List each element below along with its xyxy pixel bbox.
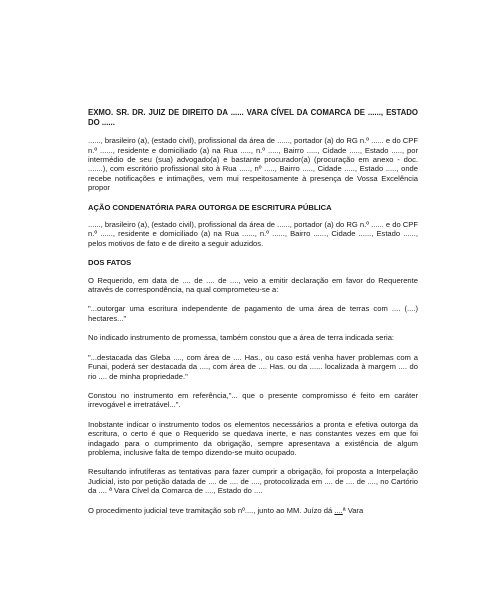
facts-paragraph-4: Inobstante indicar o instrumento todos os elementos necessários a pronta e efetiva outorga da escritura, o certo é que o Requerido se quedava inerte, e nas constantes vezes em que foi indagado para o cumprimento da obrigação, sempre apresentava a existência de algum problema, inclusive falta de tempo dizendo-se muito ocupado. [88,419,418,457]
facts-paragraph-2: No indicado instrumento de promessa, também constou que a área de terra indicada seria: [88,333,395,343]
facts-paragraph-6-end: ª Vara [342,505,364,515]
document-page [88,108,418,525]
quote-1: "...outorgar uma escritura independente de pagamento de uma área de terras com .... (....) hectares..." [88,304,418,323]
plaintiff-qualification: ......, brasileiro (a), (estado civil), profissional da área de ......, portador (a) do RG n.º ...... e do CPF n.º ......, residente e domiciliado (a) na Rua ....., n.º ....., Bairro ....., Cidade ....., Estado ....., por intermédio de seu (sua) advogado(a) e bastante procurador(a) (procuração em anexo - doc. .......), com escritório profissional sito à Rua ....., nº ....., Bairro ....., Cidade ....., Estado ....., onde recebe notificações e intimações, vem mui respeitosamente à presença de Vossa Excelência propor [88,136,418,193]
vara-number-link: .... [334,505,343,515]
court-heading: EXMO. SR. DR. JUIZ DE DIREITO DA ...... VARA CÍVEL DA COMARCA DE ......, ESTADO DO ...... [88,108,418,127]
facts-paragraph-6-start: O procedimento judicial teve tramitação sob nº...., junto ao MM. Juízo dá [88,505,335,515]
facts-title: DOS FATOS [88,258,132,268]
facts-paragraph-5: Resultando infrutíferas as tentativas para fazer cumprir a obrigação, foi proposta a Interpelação Judicial, isto por petição datada de .... de .... de ...., protocolizada em .... de .... de ...., no Cartório da .... ª Vara Cível da Comarca de ...., Estado do .... [88,467,418,496]
quote-2: "...destacada das Gleba ...., com área de .... Has., ou caso está venha haver problemas com a Funai, poderá ser destacada da ...., com área de .... Has. ou da ...... localizada à margem .... do rio .... de minha propriedade." [88,352,418,381]
defendant-qualification: ......, brasileiro (a), (estado civil), profissional da área de ......, portador (a) do RG n.º ...... e do CPF n.º ......, residente e domiciliado (a) na Rua ......, n.º ......, Bairro ......, Cidade ......, Estado ......, pelos motivos de fato e de direito a seguir aduzidos. [88,220,418,248]
facts-paragraph-1: O Requerido, em data de .... de .... de ...., veio a emitir declaração em favor do Requerente através de correspondência, na qual comprometeu-se a: [88,275,418,295]
facts-paragraph-6 [88,506,418,515]
action-title: AÇÃO CONDENATÓRIA PARA OUTORGA DE ESCRITURA PÚBLICA [88,202,332,212]
facts-paragraph-3: Constou no instrumento em referência,"... que o presente compromisso é feito em caráter irrevogável e irretratável...". [88,390,418,410]
